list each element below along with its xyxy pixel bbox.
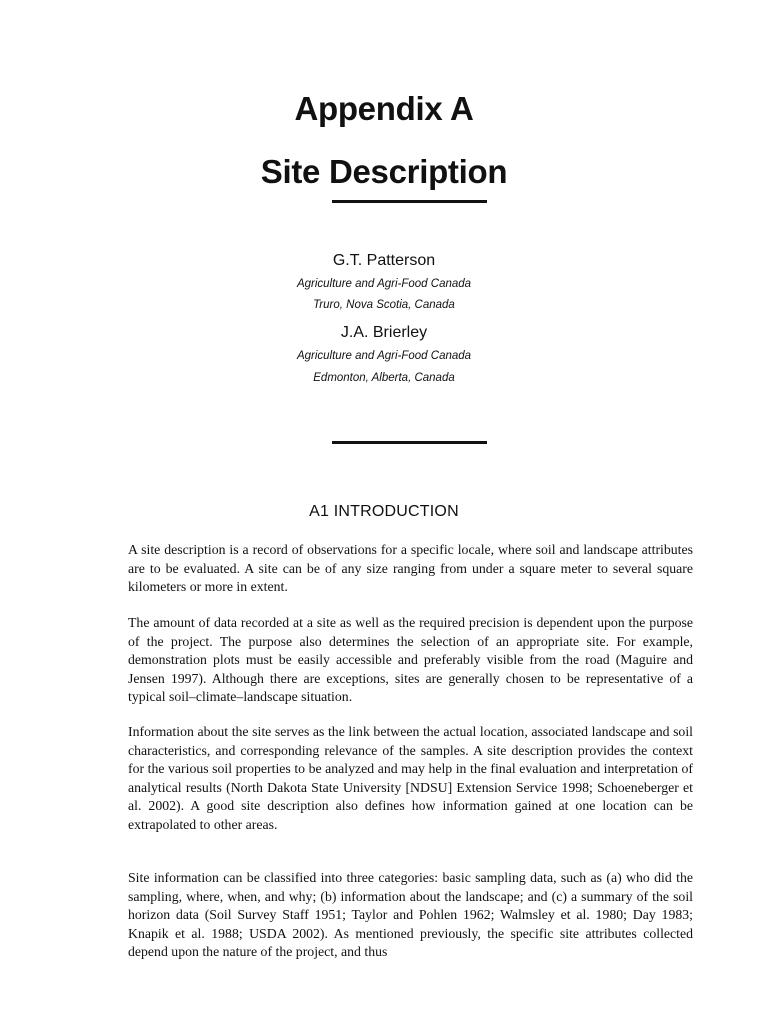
title-divider: [332, 200, 487, 203]
page-title: Site Description: [260, 153, 508, 190]
body-paragraph: A site description is a record of observations for a specific locale, where soil and landscape attributes are to be evaluated. A site can be of any size ranging from under a square meter to several square kilometers or more in extent.: [128, 542, 693, 594]
author-location: Edmonton, Alberta, Canada: [313, 372, 455, 384]
appendix-title: Appendix A: [294, 90, 474, 127]
author-name: J.A. Brierley: [340, 324, 428, 341]
author-name: G.T. Patterson: [332, 252, 436, 269]
author-location: Truro, Nova Scotia, Canada: [313, 299, 455, 311]
authors-divider: [332, 441, 487, 444]
body-paragraph: Information about the site serves as the link between the actual location, associated landscape and soil characteristics, and corresponding relevance of the samples. A site description provides the context for the various soil properties to be analyzed and may help in the final evaluation and interpretation of analytical results (North Dakota State University [NDSU] Extension Service 1998; Schoeneberger et al. 2002). A good site description also defines how information gained at one location can be extrapolated to other areas.: [128, 724, 693, 832]
section-heading: A1 INTRODUCTION: [309, 503, 459, 520]
body-paragraph: Site information can be classified into three categories: basic sampling data, such as (a) who did the sampling, where, when, and why; (b) information about the landscape; and (c) a summary of the soil horizon data (Soil Survey Staff 1951; Taylor and Pohlen 1962; Walmsley et al. 1980; Day 1983; Knapik et al. 1988; USDA 2002). As mentioned previously, the specific site attributes collected depend upon the nature of the project, and thus: [128, 870, 693, 959]
author-affiliation: Agriculture and Agri-Food Canada: [296, 278, 472, 290]
author-affiliation: Agriculture and Agri-Food Canada: [296, 350, 472, 362]
body-paragraph: The amount of data recorded at a site as well as the required precision is dependent upon the purpose of the project. The purpose also determines the selection of an appropriate site. For example, demonstration plots must be easily accessible and preferably visible from the road (Maguire and Jensen 1997). Although there are exceptions, sites are generally chosen to be representative of a typical soil–climate–landscape situation.: [128, 615, 693, 704]
